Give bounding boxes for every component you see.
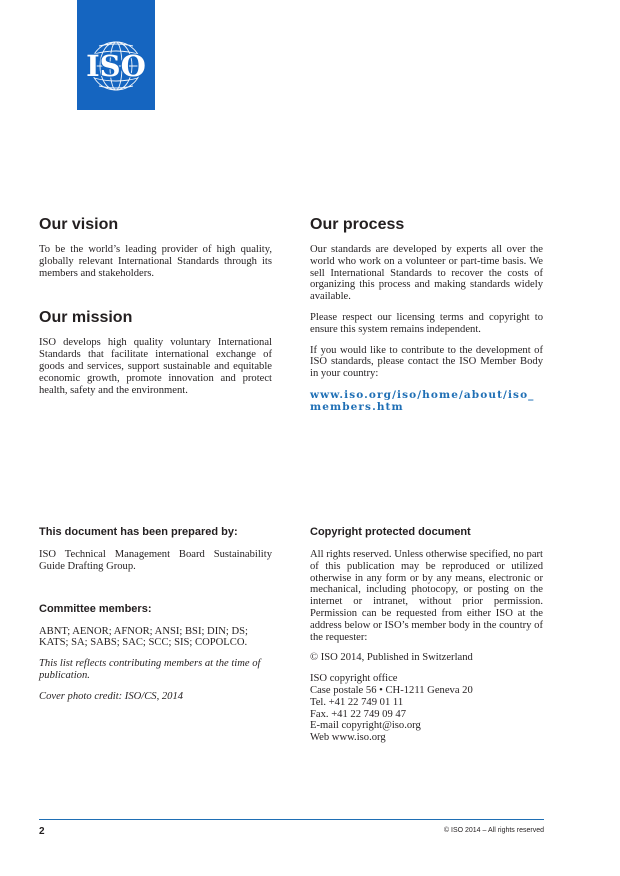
published-line: © ISO 2014, Published in Switzerland: [310, 652, 473, 664]
committee-heading: Committee members:: [39, 602, 152, 615]
process-heading: Our process: [310, 216, 405, 233]
prepared-text: ISO Technical Management Board Sustainability Guide Drafting Group.: [39, 549, 272, 572]
iso-logo-icon: [82, 38, 150, 94]
vision-heading: Our vision: [39, 216, 119, 233]
address-line: Web www.iso.org: [310, 732, 386, 744]
prepared-heading: This document has been prepared by:: [39, 526, 238, 538]
left-column-bottom: [39, 526, 272, 712]
process-paragraph-1: Our standards are developed by experts all over the world who work on a volunteer or part-time basis. We sell International Standards to recover the costs of organizing this process and making standards widely available.: [310, 244, 543, 303]
committee-note: This list reflects contributing members at the time of publication.: [39, 658, 261, 681]
process-paragraph-2: Please respect our licensing terms and copyright to ensure this system remains independent.: [310, 311, 543, 335]
vision-text: To be the world’s leading provider of high quality, globally relevant International Standards through its members and stakeholders.: [39, 244, 272, 279]
address-line: ISO copyright office: [310, 673, 398, 685]
copyright-heading: Copyright protected document: [310, 526, 471, 538]
iso-logo-text: ISO: [86, 49, 146, 83]
address-line: E-mail copyright@iso.org: [310, 720, 421, 732]
address-line: Case postale 56 • CH-1211 Geneva 20: [310, 684, 473, 696]
mission-text: ISO develops high quality voluntary International Standards that facilitate international exchange of goods and services, support sustainable and equitable economic growth, promote innovation and protect health, safety and the environment.: [39, 337, 272, 396]
iso-logo-block: [77, 0, 155, 110]
footer-divider: [39, 819, 544, 820]
address-line: Tel. +41 22 749 01 11: [310, 696, 404, 708]
left-column-top: [39, 216, 272, 405]
copyright-address: [310, 673, 543, 744]
right-column-bottom: [310, 526, 543, 744]
copyright-text: All rights reserved. Unless otherwise specified, no part of this publication may be reproduced or utilized otherwise in any form or by any means, electronic or mechanical, including photocopy, or posting on the internet or intranet, without prior permission. Permission can be requested from either ISO at the address below or ISO’s member body in the country of the requester:: [310, 549, 543, 643]
address-line: Fax. +41 22 749 09 47: [310, 708, 407, 720]
process-paragraph-3: If you would like to contribute to the development of ISO standards, please contact the ISO Member Body in your country:: [310, 344, 543, 380]
iso-members-link[interactable]: www.iso.org/iso/home/about/iso_members.htm: [310, 388, 535, 414]
page-number: 2: [39, 826, 45, 837]
photo-credit: Cover photo credit: ISO/CS, 2014: [39, 690, 184, 702]
right-column-top: [310, 216, 543, 414]
footer-copyright: © ISO 2014 – All rights reserved: [443, 827, 544, 834]
mission-heading: Our mission: [39, 309, 133, 327]
committee-members-text: ABNT; AENOR; AFNOR; ANSI; BSI; DIN; DS; KATS; SA; SABS; SAC; SCC; SIS; COPOLCO.: [39, 625, 248, 649]
